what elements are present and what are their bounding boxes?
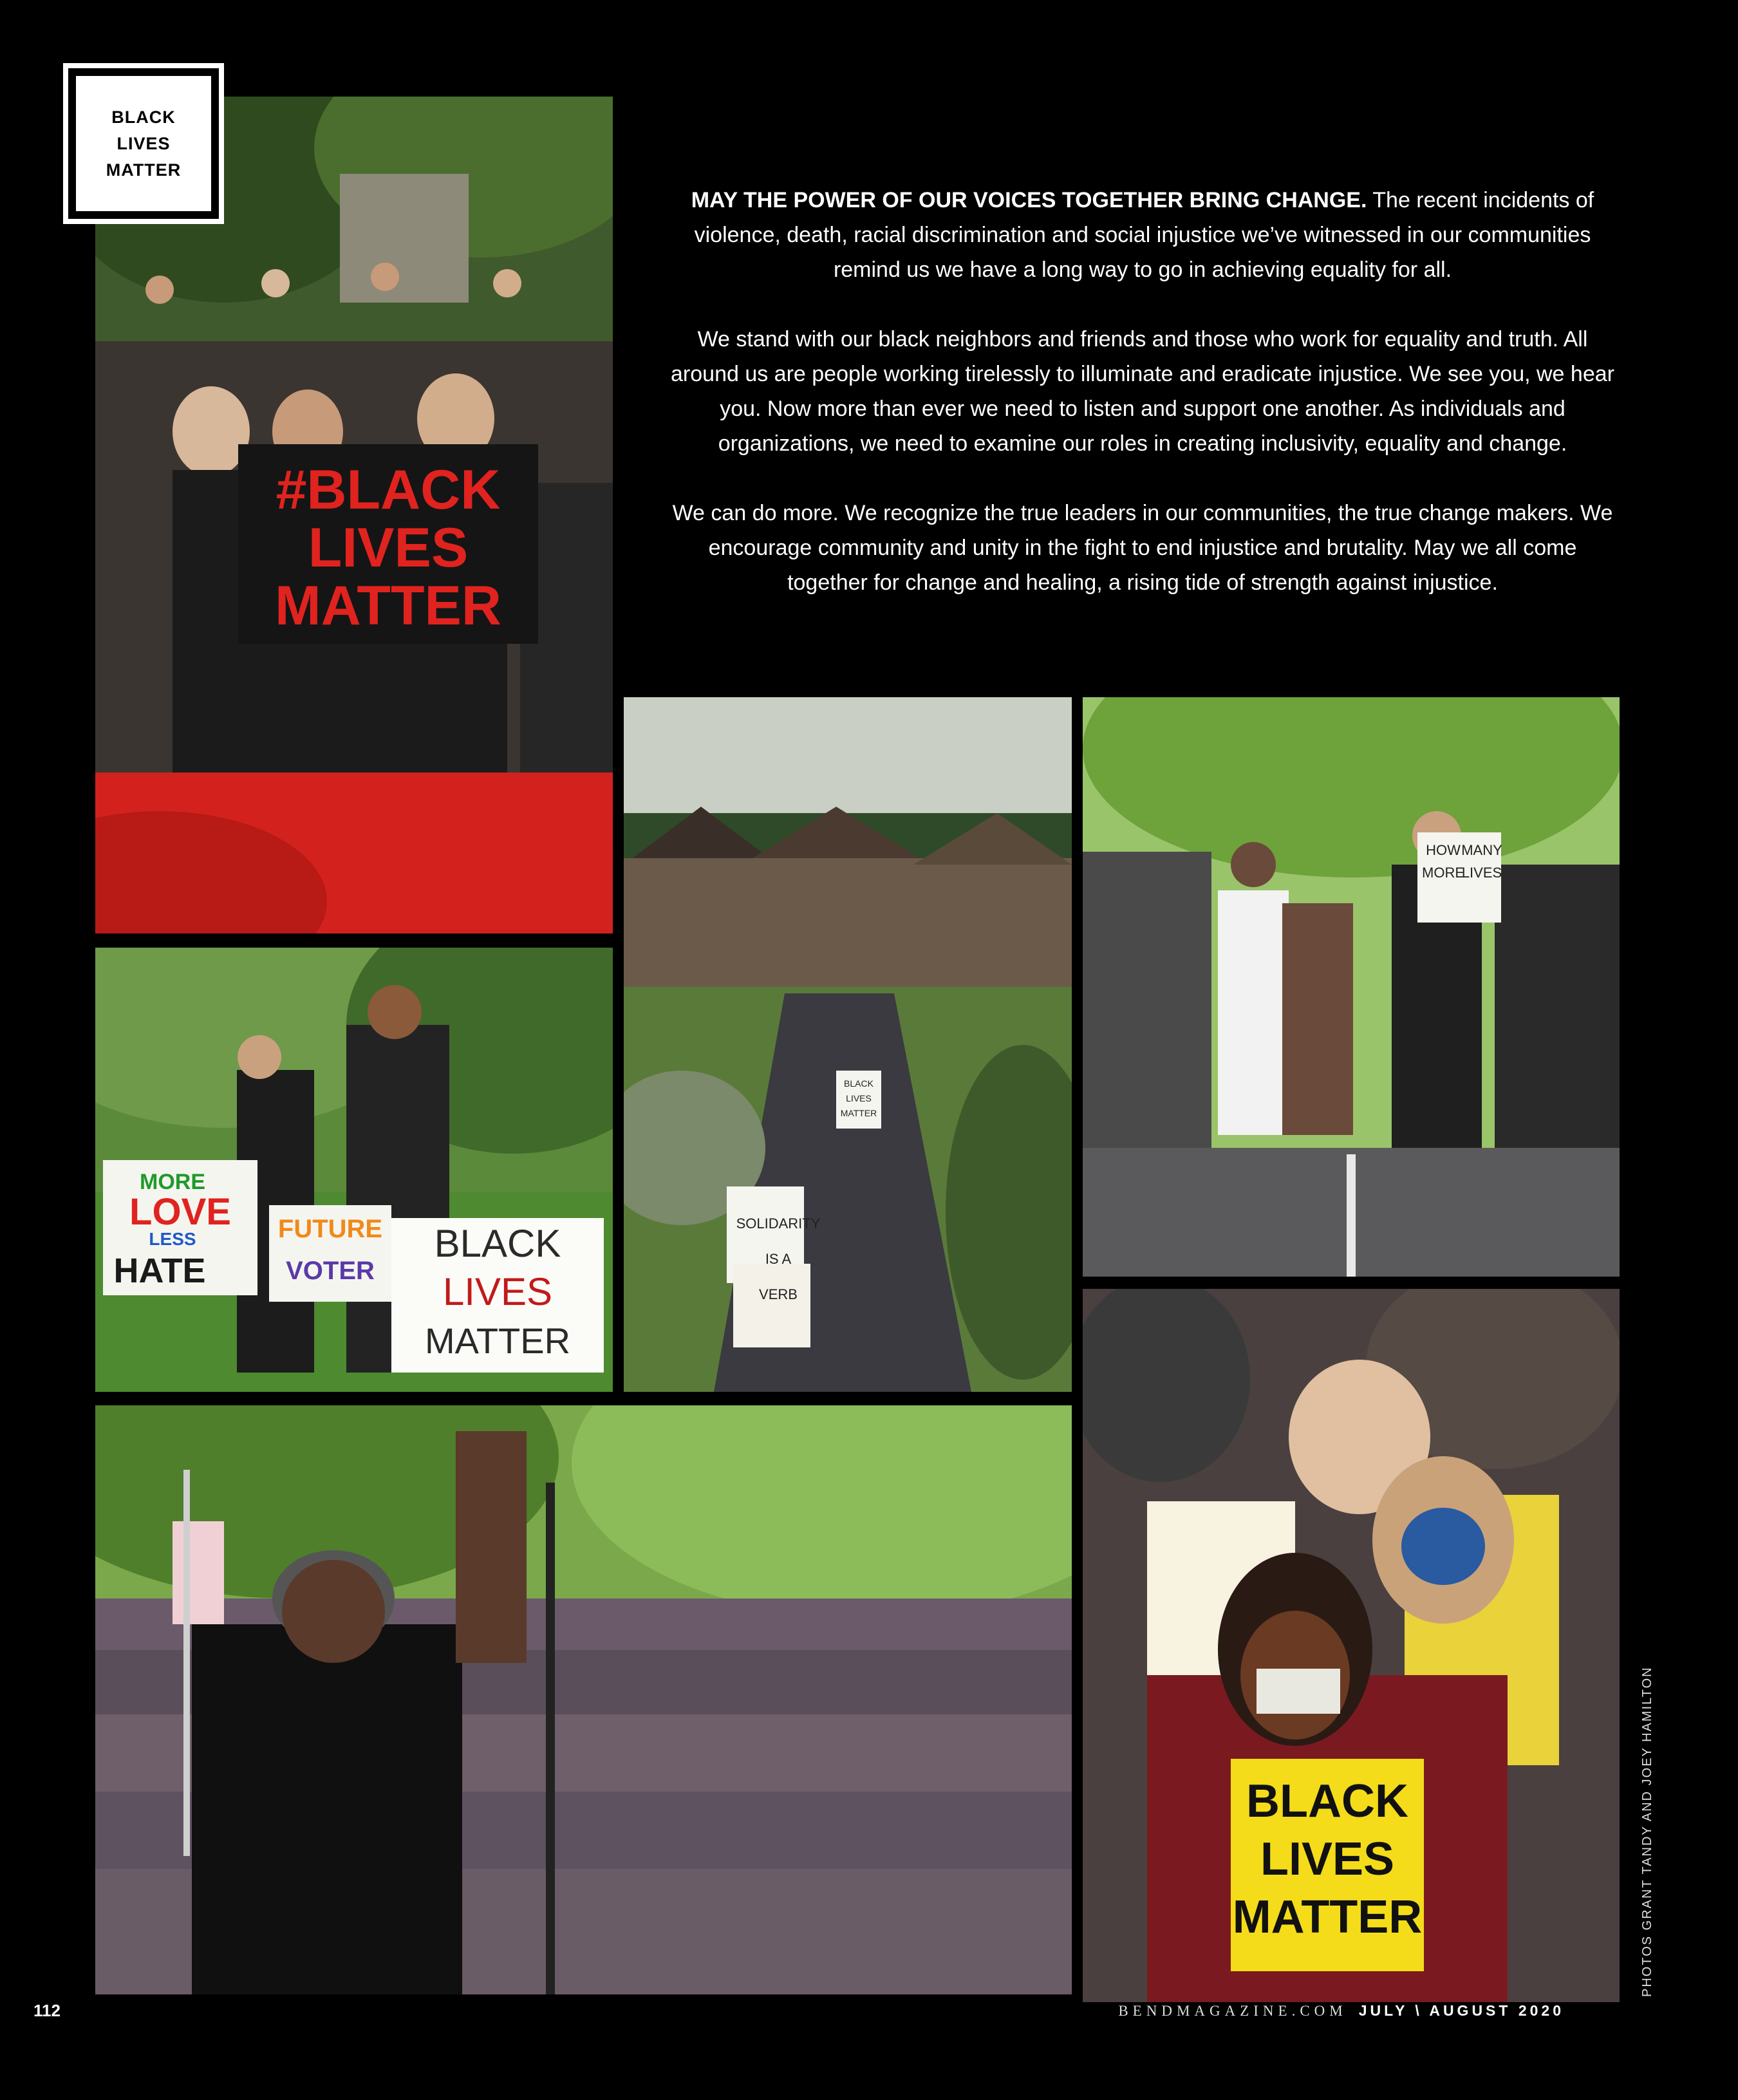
footer-site: BENDMAGAZINE.COM	[1118, 2003, 1347, 2019]
photo-speaker-addressing-crowd	[95, 1405, 1072, 1994]
small-sign-matter: MATTER	[840, 1108, 877, 1118]
sign-black: BLACK	[434, 1222, 561, 1265]
intro-lead: MAY THE POWER OF OUR VOICES TOGETHER BRING CHANGE.	[691, 188, 1367, 212]
small-sign-black: BLACK	[844, 1078, 874, 1089]
sign-less: LESS	[149, 1229, 196, 1249]
photo-credit	[1640, 1666, 1658, 1997]
badge-line-3: MATTER	[106, 160, 182, 180]
sign-line-hashtag-black: #BLACK	[276, 459, 501, 521]
intro-paragraph-1	[666, 183, 1619, 287]
badge-line-2: LIVES	[117, 133, 171, 153]
sign-hate: HATE	[113, 1252, 206, 1290]
photo-family-with-signs	[95, 948, 613, 1392]
sign-how: HOW	[1426, 842, 1461, 858]
page-number: 112	[33, 2001, 61, 2020]
footer-folio	[1118, 2002, 1564, 2020]
badge-frame	[68, 68, 219, 219]
black-lives-matter-badge	[63, 63, 224, 224]
sign-black: BLACK	[1246, 1776, 1408, 1827]
sign-future: FUTURE	[277, 1215, 383, 1243]
intro-paragraph-3: We can do more. We recognize the true leaders in our communities, the true change makers. We encourage community and unity in the fight to end injustice and brutality. May we all come together for change and healing, a rising tide of strength against injustice.	[672, 501, 1613, 595]
intro-text	[666, 183, 1619, 635]
sign-line-lives: LIVES	[308, 517, 469, 579]
sign-lives: LIVES	[442, 1270, 553, 1313]
sign-lives: LIVES	[1461, 865, 1502, 881]
sign-love: LOVE	[129, 1191, 231, 1233]
sign-verb: VERB	[759, 1286, 798, 1302]
photo-credit-text: PHOTOS GRANT TANDY AND JOEY HAMILTON	[1640, 1666, 1654, 1997]
sign-solidarity: SOLIDARITY	[736, 1215, 821, 1232]
sign-lives: LIVES	[1260, 1833, 1395, 1885]
footer-issue: JULY \ AUGUST 2020	[1358, 2002, 1564, 2019]
sign-line-matter: MATTER	[275, 575, 501, 637]
intro-paragraph-1-rest: The recent incidents of violence, death, racial discrimination and social injustice we’ve witnessed in our communities remind us we have a long way to go in achieving equality for all.	[694, 188, 1594, 282]
intro-paragraph-2: We stand with our black neighbors and friends and those who work for equality and truth. All around us are people working tirelessly to illuminate and eradicate injustice. We see you, we hear you. Now more than ever we need to listen and support one another. As individuals and organizations, we need to examine our roles in creating inclusivity, equality and change.	[671, 327, 1614, 456]
photo-neighborhood-march	[624, 697, 1072, 1392]
sign-more: MORE	[140, 1170, 205, 1194]
sign-more: MORE	[1422, 865, 1464, 881]
small-sign-lives: LIVES	[846, 1093, 872, 1103]
sign-matter: MATTER	[1232, 1891, 1423, 1943]
badge-line-1: BLACK	[111, 107, 176, 127]
sign-is-a: IS A	[765, 1251, 792, 1267]
photo-woman-with-sign	[1083, 1289, 1620, 2002]
photo-street-march-megaphone	[1083, 697, 1620, 1277]
sign-matter: MATTER	[424, 1320, 571, 1361]
sign-voter: VOTER	[286, 1257, 375, 1285]
badge-text	[106, 104, 181, 183]
sign-many: MANY	[1461, 842, 1502, 858]
